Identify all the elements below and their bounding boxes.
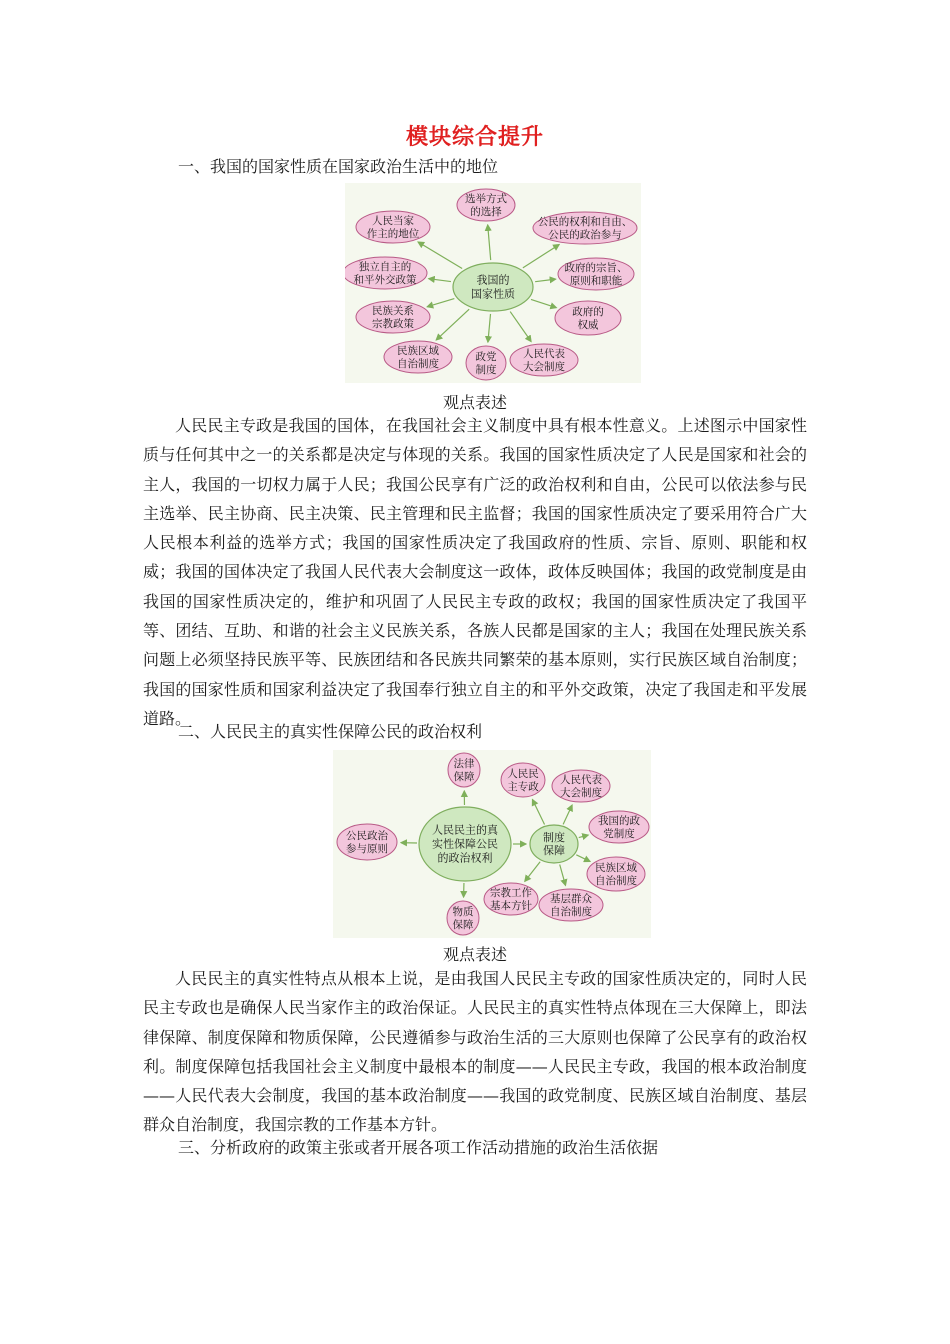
section-1-heading: 一、我国的国家性质在国家政治生活中的地位: [178, 157, 499, 176]
system-node-2-label-line-1: 人民代表: [560, 774, 602, 786]
system-node-5-label-line-2: 自治制度: [550, 906, 592, 918]
center-label-line-3: 的政治权利: [437, 851, 493, 865]
section-2-heading: 二、人民民主的真实性保障公民的政治权利: [178, 722, 483, 741]
node-1-label-line-1: 选举方式: [465, 193, 507, 205]
law-node-label-line-2: 保障: [453, 771, 475, 783]
node-8-label-line-1: 民族关系: [372, 305, 414, 317]
system-node-6-label-line-2: 基本方针: [490, 900, 532, 912]
system-node-6-label-line-1: 宗教工作: [490, 887, 532, 899]
system-label-line-1: 制度: [543, 831, 565, 844]
node-3-label-line-1: 政府的宗旨、: [564, 262, 628, 274]
section-1-paragraph: 人民民主专政是我国的国体，在我国社会主义制度中具有根本性意义。上述图示中国家性质与任何其中之一的关系都是决定与体现的关系。我国的国家性质决定了人民是国家和社会的主人，我国的一切权力属于人民；我国公民享有广泛的政治权利和自由，公民可以依法参与民主选举、民主协商、民主决策、民主管理和民主监督；我国的国家性质决定了要采用符合广大人民根本利益的选举方式；我国的国家性质决定了我国政府的性质、宗旨、原则、职能和权威；我国的国体决定了我国人民代表大会制度这一政体，政体反映国体；我国的政党制度是由我国的国家性质决定的，维护和巩固了人民民主专政的政权；我国的国家性质决定了我国平等、团结、互助、和谐的社会主义民族关系，各族人民都是国家的主人；我国在处理民族关系问题上必须坚持民族平等、民族团结和各民族共同繁荣的基本原则，实行民族区域自治制度；我国的国家性质和国家利益决定了我国奉行独立自主的和平外交政策，决定了我国走和平发展道路。: [143, 416, 807, 728]
system-label-line-2: 保障: [543, 844, 565, 857]
node-5-label-line-2: 大会制度: [523, 361, 565, 373]
node-9-label-line-2: 和平外交政策: [353, 274, 417, 286]
law-node-label-line-1: 法律: [453, 758, 475, 770]
section-3-heading: 三、分析政府的政策主张或者开展各项工作活动措施的政治生活依据: [178, 1138, 659, 1157]
center-label-line-2: 实性保障公民: [432, 837, 498, 851]
system-node-3-label-line-1: 我国的政: [598, 815, 640, 827]
node-3-label-line-2: 原则和职能: [569, 275, 623, 287]
page-title: 模块综合提升: [405, 125, 544, 150]
node-6-label-line-2: 制度: [475, 364, 497, 376]
national-nature-diagram: [345, 183, 641, 383]
principle-node-label-line-1: 公民政治: [346, 830, 388, 842]
node-7-label-line-1: 民族区域: [397, 345, 439, 357]
center-label-line-1: 人民民主的真: [432, 823, 498, 837]
system-node-4-label-line-2: 自治制度: [595, 875, 637, 887]
node-4-label-line-2: 权威: [577, 319, 599, 331]
system-node-5-label-line-1: 基层群众: [550, 893, 592, 905]
system-node-3-label-line-2: 党制度: [603, 828, 635, 840]
node-10-label-line-1: 人民当家: [372, 215, 414, 227]
material-node-label-line-1: 物质: [452, 906, 474, 918]
democracy-guarantee-diagram: [333, 750, 651, 938]
center-label-line-1: 我国的: [476, 273, 510, 287]
node-4-label-line-1: 政府的: [572, 306, 604, 318]
node-10-label-line-2: 作主的地位: [366, 228, 420, 240]
node-2-label-line-1: 公民的权利和自由、: [537, 216, 633, 228]
node-7-label-line-2: 自治制度: [397, 358, 439, 370]
principle-node-label-line-2: 参与原则: [346, 843, 388, 855]
section-2-paragraph: 人民民主的真实性特点从根本上说，是由我国人民民主专政的国家性质决定的，同时人民民主专政也是确保人民当家作主的政治保证。人民民主的真实性特点体现在三大保障上，即法律保障、制度保障和物质保障，公民遵循参与政治生活的三大原则也保障了公民享有的政治权利。制度保障包括我国社会主义制度中最根本的制度——人民民主专政，我国的根本政治制度——人民代表大会制度，我国的基本政治制度——我国的政党制度、民族区域自治制度、基层群众自治制度，我国宗教的工作基本方针。: [143, 969, 807, 1135]
system-node-2-label-line-2: 大会制度: [560, 787, 602, 799]
material-node-label-line-2: 保障: [452, 919, 474, 931]
system-node-1-label-line-2: 主专政: [507, 781, 539, 793]
node-8-label-line-2: 宗教政策: [372, 318, 414, 330]
system-node-1-label-line-1: 人民民: [507, 768, 539, 780]
node-1-label-line-2: 的选择: [470, 206, 502, 218]
center-label-line-2: 国家性质: [471, 287, 515, 301]
section-2-caption: 观点表述: [442, 945, 507, 964]
node-5-label-line-1: 人民代表: [523, 348, 565, 360]
section-1-caption: 观点表述: [442, 393, 507, 412]
democracy-guarantee-diagram-svg: [333, 750, 651, 938]
node-2-label-line-2: 公民的政治参与: [548, 229, 622, 241]
national-nature-diagram-svg: [345, 183, 641, 383]
node-6-label-line-1: 政党: [475, 351, 497, 363]
system-node-4-label-line-1: 民族区域: [595, 862, 637, 874]
node-9-label-line-1: 独立自主的: [358, 261, 412, 273]
